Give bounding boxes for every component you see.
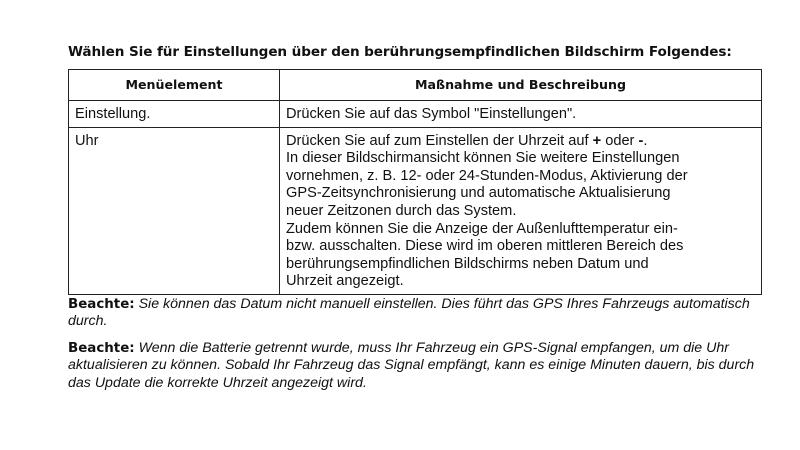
table-header-row bbox=[69, 70, 762, 101]
document-page bbox=[68, 44, 768, 392]
description-text: Drücken Sie auf zum Einstellen der Uhrzeit auf bbox=[286, 132, 593, 149]
table-row bbox=[69, 127, 762, 294]
description-line: neuer Zeitzonen durch das System. bbox=[286, 202, 517, 219]
description-line bbox=[286, 133, 755, 151]
description-line: Zudem können Sie die Anzeige der Außenlufttemperatur ein- bbox=[286, 220, 678, 237]
description-text: . bbox=[643, 132, 648, 149]
description-line: Drücken Sie auf das Symbol "Einstellungen". bbox=[286, 106, 577, 122]
description-line: vornehmen, z. B. 12- oder 24-Stunden-Modus, Aktivierung der bbox=[286, 167, 688, 184]
plus-symbol: + bbox=[592, 132, 602, 149]
note-text: Sie können das Datum nicht manuell einstellen. Dies führt das GPS Ihres Fahrzeugs automatisch durch. bbox=[68, 295, 750, 330]
settings-table bbox=[68, 69, 762, 295]
description-line: GPS-Zeitsynchronisierung und automatische Aktualisierung bbox=[286, 185, 671, 202]
note-date bbox=[68, 296, 768, 331]
description-cell bbox=[280, 127, 762, 294]
description-line: bzw. ausschalten. Diese wird im oberen mittleren Bereich des bbox=[286, 238, 684, 255]
description-line: berührungsempfindlichen Bildschirms neben Datum und bbox=[286, 255, 649, 272]
description-cell bbox=[280, 101, 762, 128]
description-line: Uhrzeit angezeigt. bbox=[286, 273, 404, 290]
description-line: In dieser Bildschirmansicht können Sie weitere Einstellungen bbox=[286, 150, 680, 167]
menu-item-cell: Einstellung. bbox=[69, 101, 280, 128]
header-action-description: Maßnahme und Beschreibung bbox=[280, 70, 762, 101]
description-text: oder bbox=[601, 132, 639, 149]
note-battery bbox=[68, 340, 768, 392]
note-label: Beachte: bbox=[68, 296, 135, 312]
intro-heading: Wählen Sie für Einstellungen über den berührungsempfindlichen Bildschirm Folgendes: bbox=[68, 44, 732, 60]
header-menu-item: Menüelement bbox=[69, 70, 280, 101]
table-row bbox=[69, 101, 762, 128]
menu-item-cell: Uhr bbox=[69, 127, 280, 294]
note-text: Wenn die Batterie getrennt wurde, muss Ihr Fahrzeug ein GPS-Signal empfangen, um die Uhr aktualisieren zu können. Sobald Ihr Fahrzeug das Signal empfängt, kann es einige Minuten dauern, bis durch das Update die korrekte Uhrzeit angezeigt wird. bbox=[68, 339, 755, 391]
note-label: Beachte: bbox=[68, 340, 135, 356]
minus-symbol: - bbox=[638, 132, 644, 149]
